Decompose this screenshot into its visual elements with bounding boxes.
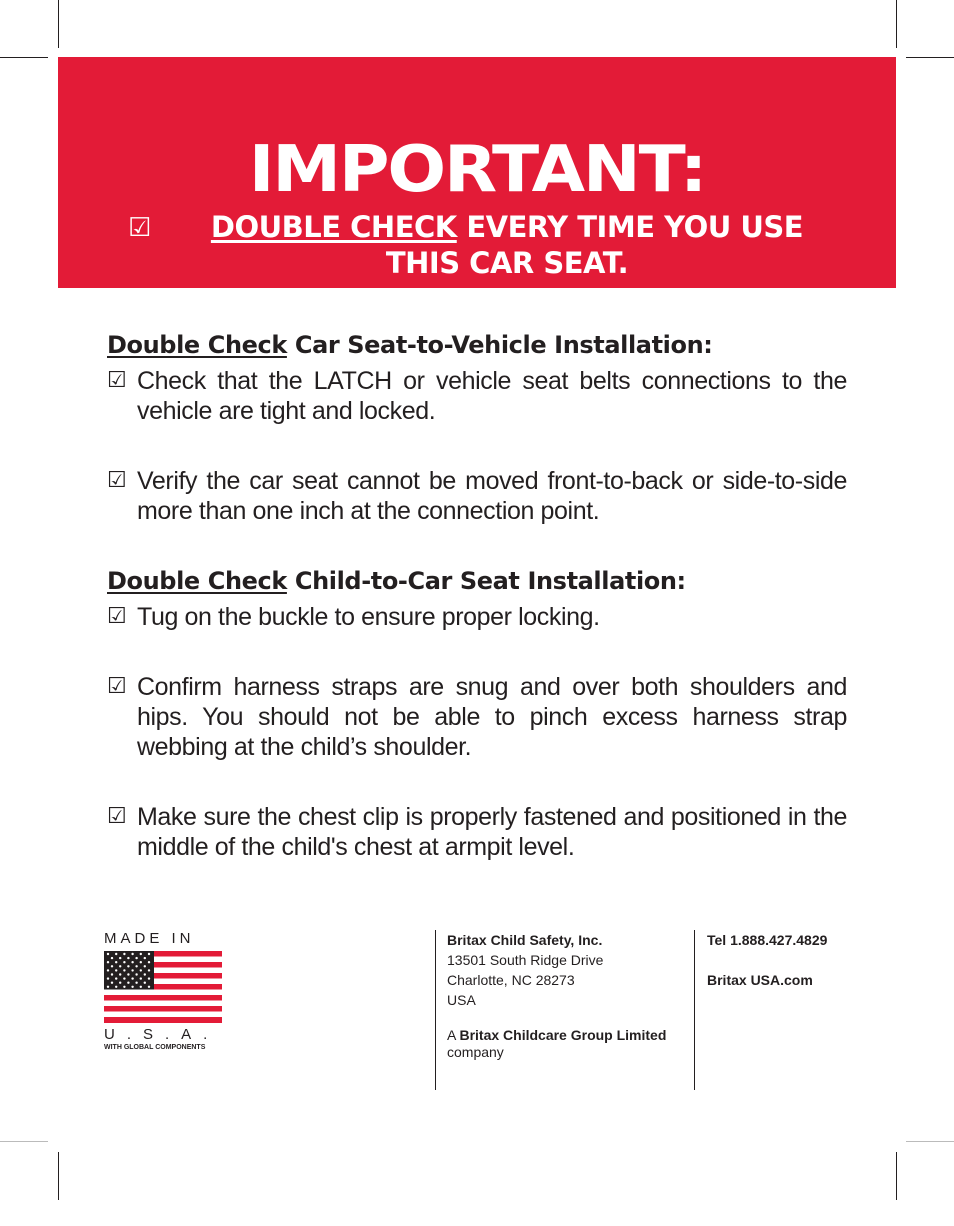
checklist-text: Confirm harness straps are snug and over both shoulders and hips. You should not be able to pinch excess harness strap webbing at the child’s shoulder. (137, 673, 847, 761)
checklist-text: Make sure the chest clip is properly fastened and positioned in the middle of the child's chest at armpit level. (137, 803, 847, 861)
checklist-item (107, 366, 847, 426)
divider (694, 930, 695, 1090)
us-flag-icon (104, 951, 222, 1023)
crop-mark (58, 1152, 59, 1200)
group-prefix: A (447, 1027, 460, 1043)
group-name: Britax Childcare Group Limited (459, 1027, 667, 1043)
banner-subtitle-rest: EVERY TIME YOU USE THIS CAR SEAT. (385, 210, 804, 280)
checklist-item (107, 802, 847, 862)
banner-subtitle-emphasis: DOUBLE CHECK (210, 210, 457, 244)
heading-emphasis: Double Check (107, 331, 287, 359)
section-heading (107, 330, 847, 360)
made-in-usa-badge (104, 930, 224, 1051)
checklist-text: Check that the LATCH or vehicle seat belts connections to the vehicle are tight and locked. (137, 367, 847, 425)
contact-info (707, 930, 867, 990)
checkbox-icon: ☑ (128, 213, 152, 243)
checklist-item (107, 672, 847, 762)
company-name: Britax Child Safety, Inc. (447, 932, 603, 948)
city-state-zip: Charlotte, NC 28273 (447, 972, 575, 988)
crop-mark (906, 1141, 954, 1142)
heading-rest: Car Seat-to-Vehicle Installation: (286, 331, 713, 359)
telephone: Tel 1.888.427.4829 (707, 932, 828, 948)
website: Britax USA.com (707, 972, 813, 988)
checkbox-icon: ☑ (107, 674, 127, 699)
banner-subtitle (178, 209, 836, 281)
street-address: 13501 South Ridge Drive (447, 952, 604, 968)
checkbox-icon: ☑ (107, 368, 127, 393)
crop-mark (896, 1152, 897, 1200)
crop-mark (906, 57, 954, 58)
child-installation-section (107, 566, 847, 862)
vehicle-installation-section (107, 330, 847, 526)
crop-mark (0, 57, 48, 58)
group-suffix: company (447, 1044, 504, 1060)
checkbox-icon: ☑ (107, 604, 127, 629)
checklist-text: Verify the car seat cannot be moved front-to-back or side-to-side more than one inch at the connection point. (137, 467, 847, 525)
heading-emphasis: Double Check (107, 567, 287, 595)
important-banner (58, 57, 896, 288)
banner-title: IMPORTANT: (248, 133, 706, 207)
crop-mark (0, 1141, 48, 1142)
usa-label: U.S.A. (104, 1026, 220, 1043)
divider (435, 930, 436, 1090)
made-in-label: MADE IN (104, 930, 195, 947)
checkbox-icon: ☑ (107, 468, 127, 493)
country: USA (447, 992, 476, 1008)
group-statement (447, 1027, 692, 1044)
global-components-note: WITH GLOBAL COMPONENTS (104, 1044, 206, 1051)
crop-mark (58, 0, 59, 48)
crop-mark (896, 0, 897, 48)
checklist-item (107, 602, 847, 632)
section-heading (107, 566, 847, 596)
checklist-item (107, 466, 847, 526)
checkbox-icon: ☑ (107, 804, 127, 829)
heading-rest: Child-to-Car Seat Installation: (286, 567, 686, 595)
checklist-text: Tug on the buckle to ensure proper locking. (137, 603, 600, 631)
company-address (447, 930, 692, 1061)
